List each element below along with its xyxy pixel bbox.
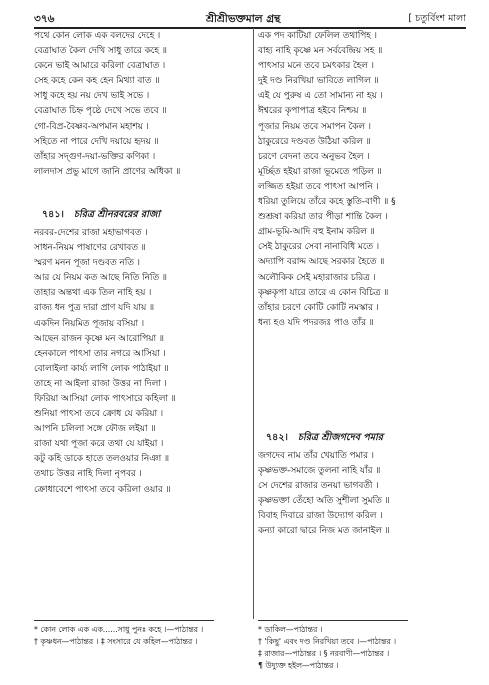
verse-line: কটু কহি ডাকে হাতে তলওয়ার নিঞা ॥ [34,454,170,465]
verse-line: তাহার অন্তথা এক তিল নাহি হয় । [34,288,152,299]
footnotes-right [258,624,470,672]
page-header [34,12,466,26]
column-divider [253,28,254,619]
verse-line: রাজ্য ধন পুত্র দারা প্রাণ যদি যায় ॥ [34,303,155,314]
page-number: ৩৭৬ [34,13,55,25]
verse-line: তাঁহার চরণে কোটি কোটি নমস্কার । [258,302,379,313]
section-label: [ চতুর্বিংশ মালা [408,13,466,24]
footnote-line: * ডাকিল—পাঠান্তর । [258,625,323,634]
verse-line: পূজার নিয়ম তবে সমাপন কৈল । [258,121,371,132]
verse-line: বিবাহ দিবারে রাজা উদ্যোগ করিল । [258,511,383,522]
verse-line: এক পদ কাটিয়া ফেলিল তথাপিহ । [258,31,377,41]
verse-line: এই যে পুরুষ এ তো সামান্য না হয় । [258,91,383,102]
footnote-line: † 'কিছু' এবং দণ্ড নিরখিয়া তবে ।—পাঠান্তর । [258,637,396,646]
verse-line: ধন্য হও যদি পদরজঃ পাও তাঁর ॥ [258,317,374,328]
chapter-title: চরিত্র শ্রীজগদেব পমার [297,431,383,443]
verse-line: সে দেশের রাজার তনয়া ভাগবতী । [258,481,379,492]
verse-line: তথাচ উত্তর নাহি দিলা নৃপবর । [34,469,142,480]
running-title: শ্রীশ্রীভক্তমাল গ্রন্থ [206,13,281,25]
verse-line: সেই ঠাকুরের সেবা নানাবিধি মতে । [258,242,380,253]
verse-line: কৃষ্ণকৃপা যারে তারে এ কোন বিচিত্র ॥ [258,287,389,298]
verse-line: অদ্যাপি বরাদ্দ আছে সরকার হৈতে ॥ [258,257,385,268]
verse-line: ধরিয়া তুলিয়ে তাঁরে কহে স্তুতি-বাণী ॥ § [258,197,396,208]
verse-block-left-top [34,29,251,180]
verse-line: আছেন রাজন কৃষ্ণে মন আরোপিয়া ॥ [34,333,164,344]
chapter-heading-742 [258,427,470,449]
verse-line: শুনিয়া পাৎসা তবে ক্রোধ যে করিয়া । [34,409,164,420]
footnote-line: ‡ রাজার—পাঠান্তর । § নরবাণী—পাঠান্তর । [258,649,390,658]
verse-line: আপনি চলিলা সঙ্গে ফৌজ লইয়া ॥ [34,424,156,435]
verse-line: ঠাকুরেরে দণ্ডবত উঠিয়া করিল ॥ [258,136,371,147]
verse-line: আর যে নিয়ম কত আছে নিতি নিতি ॥ [34,273,167,284]
verse-block-right-top [258,29,470,331]
verse-line: কৃষ্ণভক্তা তেঁহো অতি সুশীলা সুমতি ॥ [258,496,390,507]
verse-line: কৃষ্ণভক্ত-সমাজে তুলনা নাহি যাঁর ॥ [258,465,381,476]
verse-line: ফিরিয়া আসিয়া লোক পাৎসারে কহিলা ॥ [34,393,176,404]
chapter-title: চরিত্র শ্রীনরবরের রাজা [73,208,161,220]
footnotes-left [34,624,251,648]
footnote-rule-left [34,620,214,621]
verse-line: সেহ কহে কেন কহ হেন মিথ্যা বাত ॥ [34,76,160,87]
verse-line: হেনকালে পাৎসা তার নগরে আসিয়া । [34,348,166,359]
right-column [258,29,470,539]
verse-line: বেত্রাঘাত চিহ্ন পৃষ্ঠে দেখে সভে তবে ॥ [34,106,167,117]
footnote-line: * কোন লোক এক এক......সাধু পুনঃ কহে ।—পাঠান্তর । [34,625,204,634]
verse-line: কেনে ভাই আমারে করিলা বেত্রাঘাত । [34,61,166,72]
verse-line: ঈশ্বরের কৃপাপাত্র হইবে নিশ্চয় ॥ [258,106,367,117]
verse-block-left-bottom [34,226,251,498]
verse-line: লালদাস প্রভু মাগে জানি প্রাণের অধিকা ॥ [34,166,181,177]
chapter-heading-741 [34,204,251,226]
verse-line: বেত্রাঘাত কৈল দেখি সাধু তারে কহে ॥ [34,46,167,57]
verse-line: দুই দণ্ড নিরখিয়া ভাবিতে লাগিল ॥ [258,76,379,87]
verse-line: সাধন-নিয়ম পাষাণের রেখাবত ॥ [34,243,146,254]
verse-line: অলৌকিক সেই মহারাজার চরিত্র । [258,272,376,283]
verse-line: শুশ্রূষা করিয়া তার পীড়া শান্তি কৈল । [258,212,388,223]
verse-line: বাহ্য নাহি কৃষ্ণে মন সর্ববেন্দ্রিয় সহ ॥ [258,46,383,57]
verse-line: একদিন নিয়মিত পূজায় বসিয়া । [34,318,145,329]
verse-line: পথে কোন লোক এক বলদের দেহে । [34,31,161,41]
verse-line: বোলাইলা কার্য্য লাগি লোক পাঠাইয়া ॥ [34,363,169,374]
verse-line: সহিতে না পারে দেখি দয়ায়ে হৃদয় ॥ [34,136,159,147]
verse-line: নরবর-দেশের রাজা মহাভাগবত । [34,227,148,238]
verse-line: স্মরণ মনন পূজা দণ্ডবত নতি । [34,258,140,269]
verse-line: তাহে না আইলা রাজা উত্তর না দিলা । [34,378,167,389]
verse-line: কন্যা কারো দ্বারে নিজ মত জানাইল ॥ [258,526,390,537]
footnote-rule-right [258,620,408,621]
verse-line: ক্রোধাবেশে পাৎসা তবে করিলা ওয়ার ॥ [34,484,171,495]
verse-line: সাধু কহে হয় নয় দেখ ভাই সভে । [34,91,150,102]
verse-line: গ্রাম-ভূমি-আদি বহু ইনাম করিল ॥ [258,227,375,238]
verse-line: রাজা যথা পূজা করে তথা যে যাইয়া । [34,439,164,450]
verse-line: জগদেব নাম তাঁর খেয়াতি পমার । [258,450,374,461]
footnote-line: † কৃষ্ণধন—পাঠান্তর । ‡ সংসারে যে কহিল—পাঠান্তর । [34,637,198,646]
chapter-number: ৭৪১। [42,208,64,220]
verse-line: গো-বিপ্র-বৈষ্ণব-অপমান মহাশয় । [34,121,149,132]
verse-line: তাঁহার সদ্গুণ-দয়া-ভক্তির কণিকা । [34,151,156,162]
footnote-line: ¶ উদ্যুক্ত হইল—পাঠান্তর । [258,661,339,670]
verse-line: লজ্জিত হইয়া তবে পাৎসা আপনি । [258,181,379,192]
verse-line: মূর্চ্ছিত হইয়া রাজা ভূমেতে পড়িল ॥ [258,166,382,177]
verse-line: পাৎসার মনে তবে চমৎকার হৈল । [258,61,374,72]
verse-line: চরণে বেদনা তবে অনুভব হৈল । [258,151,370,162]
left-column [34,29,251,498]
chapter-number: ৭৪২। [266,431,288,443]
verse-block-right-bottom [258,449,470,540]
